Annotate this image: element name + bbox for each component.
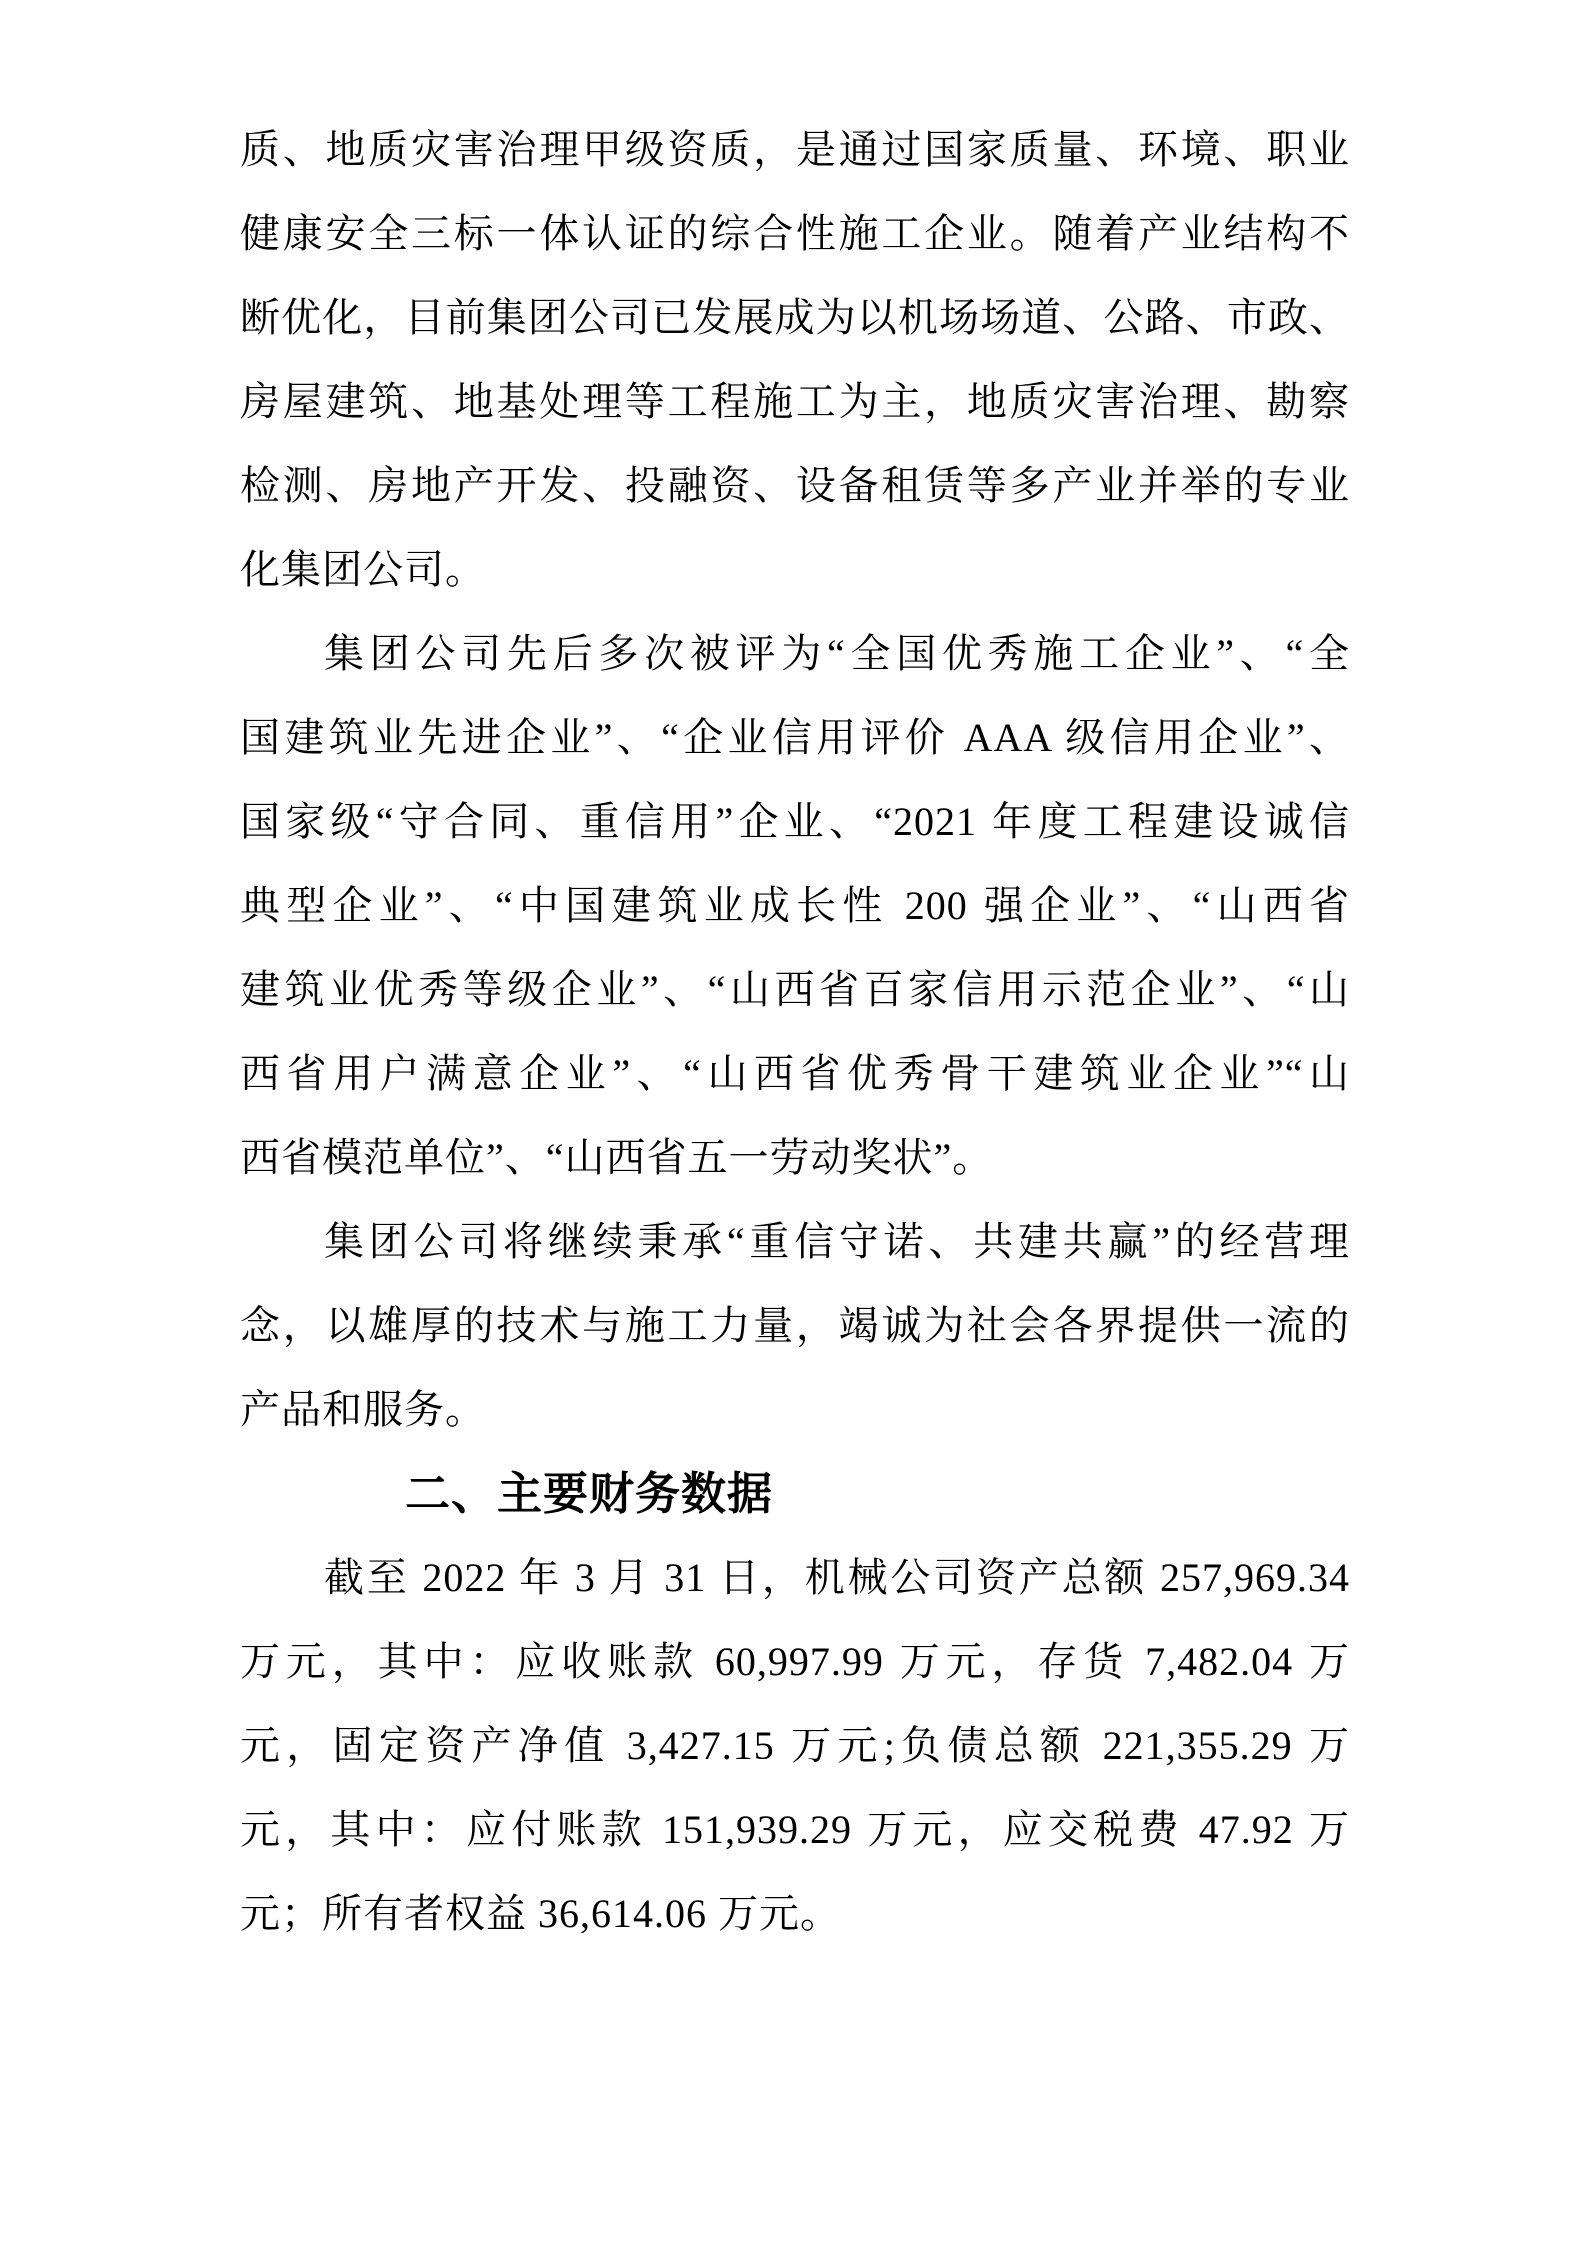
paragraph-awards-line: 西省模范单位”、“山西省五一劳动奖状”。 xyxy=(240,1135,994,1180)
paragraph-awards-line: 典型企业”、“中国建筑业成长性 200 强企业”、“山西省 xyxy=(240,883,1350,928)
document-body xyxy=(240,108,1350,1956)
paragraph-financial-line: 元；所有者权益 36,614.06 万元。 xyxy=(240,1891,841,1936)
paragraph-intro-line: 化集团公司。 xyxy=(240,547,486,592)
paragraph-awards-line: 建筑业优秀等级企业”、“山西省百家信用示范企业”、“山 xyxy=(240,967,1350,1012)
paragraph-intro-line: 健康安全三标一体认证的综合性施工企业。随着产业结构不 xyxy=(240,211,1350,256)
section-heading: 二、主要财务数据 xyxy=(405,1468,774,1519)
paragraph-intro-line: 断优化，目前集团公司已发展成为以机场场道、公路、市政、 xyxy=(240,295,1350,340)
paragraph-intro-line: 检测、房地产开发、投融资、设备租赁等多产业并举的专业 xyxy=(240,463,1350,508)
paragraph-intro-line: 质、地质灾害治理甲级资质，是通过国家质量、环境、职业 xyxy=(240,127,1350,172)
paragraph-awards-line: 西省用户满意企业”、“山西省优秀骨干建筑业企业”“山 xyxy=(240,1051,1350,1096)
paragraph-awards-line: 国家级“守合同、重信用”企业、“2021 年度工程建设诚信 xyxy=(240,799,1350,844)
paragraph-intro-line: 房屋建筑、地基处理等工程施工为主，地质灾害治理、勘察 xyxy=(240,379,1350,424)
paragraph-awards-line: 国建筑业先进企业”、“企业信用评价 AAA 级信用企业”、 xyxy=(240,715,1350,760)
paragraph-financial-line: 元，其中：应付账款 151,939.29 万元，应交税费 47.92 万 xyxy=(240,1807,1350,1852)
paragraph-financial-line: 截至 2022 年 3 月 31 日，机械公司资产总额 257,969.34 xyxy=(324,1555,1350,1600)
paragraph-philosophy-line: 产品和服务。 xyxy=(240,1387,486,1432)
paragraph-philosophy-line: 集团公司将继续秉承“重信守诺、共建共赢”的经营理 xyxy=(324,1219,1350,1264)
paragraph-financial-line: 万元，其中：应收账款 60,997.99 万元，存货 7,482.04 万 xyxy=(240,1639,1350,1684)
paragraph-awards-line: 集团公司先后多次被评为“全国优秀施工企业”、“全 xyxy=(324,631,1350,676)
paragraph-philosophy-line: 念，以雄厚的技术与施工力量，竭诚为社会各界提供一流的 xyxy=(240,1303,1350,1348)
paragraph-financial-line: 元，固定资产净值 3,427.15 万元;负债总额 221,355.29 万 xyxy=(240,1723,1350,1768)
